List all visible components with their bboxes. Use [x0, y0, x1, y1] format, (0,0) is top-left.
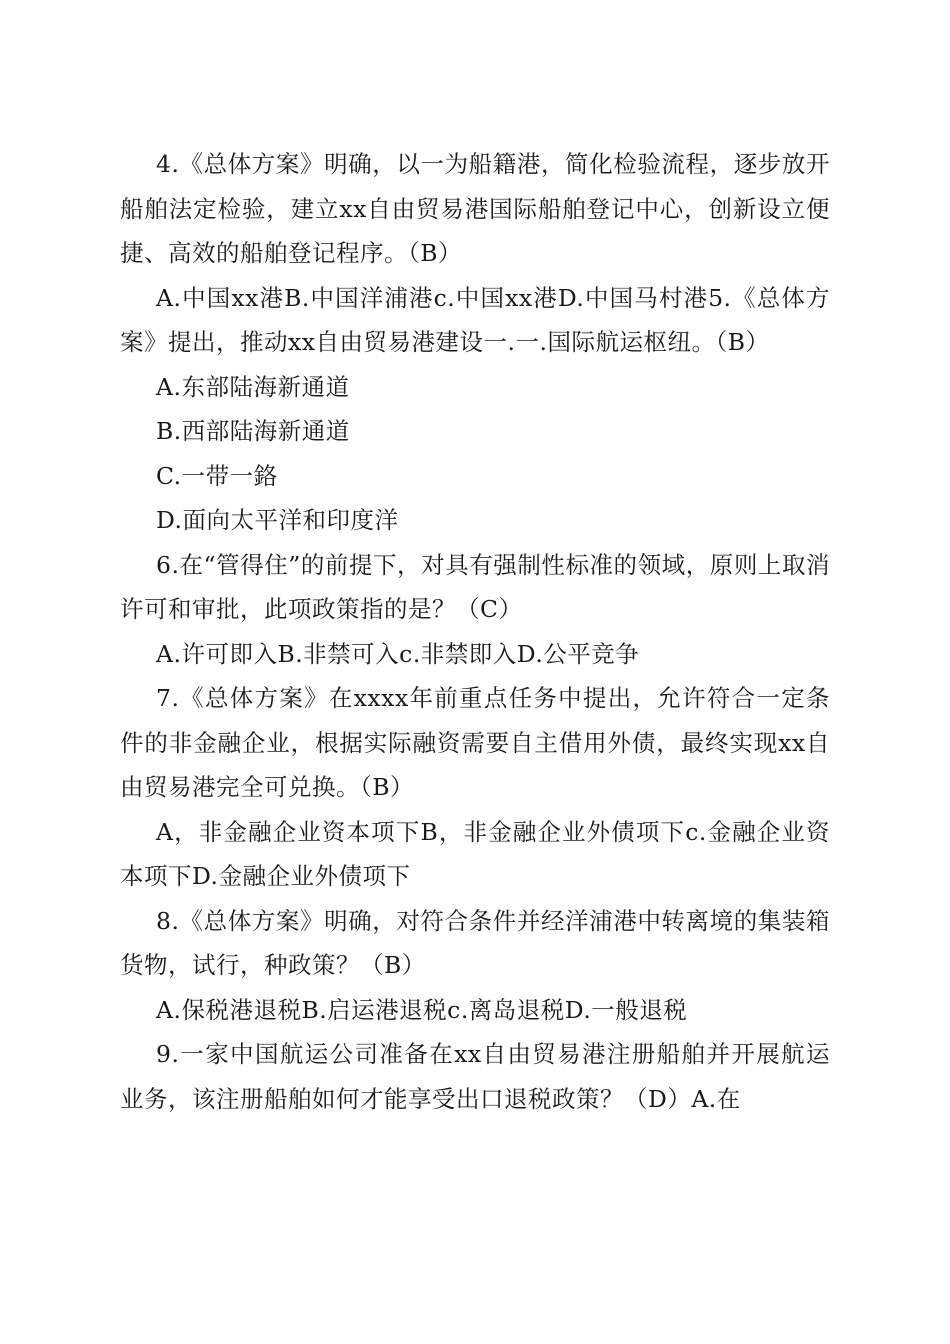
question-8-options: A.保税港退税B.启运港退税c.离岛退税D.一般退税	[156, 995, 688, 1024]
question-4-stem: 4.《总体方案》明确，以一为船籍港，简化检验流程，逐步放开船舶法定检验，建立xx自由贸易港国际船舶登记中心，创新设立便捷、高效的船舶登记程序。（B）	[120, 150, 830, 267]
question-5-option-c: C.一带一鉻	[156, 461, 278, 490]
question-7-options: A，非金融企业资本项下B，非金融企业外债项下c.金融企业资本项下D.金融企业外债项下	[120, 817, 830, 890]
question-9-stem: 9.一家中国航运公司准备在xx自由贸易港注册船舶并开展航运业务，该注册船舶如何才能享受出口退税政策？（D）A.在	[120, 1040, 830, 1113]
question-5-option-a: A.东部陆海新通道	[156, 372, 350, 401]
question-5-option-d: D.面向太平洋和印度洋	[156, 506, 399, 534]
document-body	[120, 142, 830, 1121]
question-4-options-and-question-5-stem: A.中国xx港B.中国洋浦港c.中国xx港D.中国马村港5.《总体方案》提出，推动xx自由贸易港建设一.一.国际航运枢纽。（B）	[120, 283, 830, 356]
question-5-option-b: B.西部陆海新通道	[156, 417, 350, 445]
question-6-stem: 6.在“管得住”的前提下，对具有强制性标准的领域，原则上取消许可和审批，此项政策指的是？（C）	[120, 550, 830, 623]
question-7-stem: 7.《总体方案》在xxxx年前重点任务中提出，允许符合一定条件的非金融企业，根据实际融资需要自主借用外债，最终实现xx自由贸易港完全可兑换。（B）	[120, 684, 830, 801]
question-6-options: A.许可即入B.非禁可入c.非禁即入D.公平竞争	[156, 639, 640, 668]
question-8-stem: 8.《总体方案》明确，对符合条件并经洋浦港中转离境的集装箱货物，试行，种政策？（B）	[120, 906, 830, 979]
